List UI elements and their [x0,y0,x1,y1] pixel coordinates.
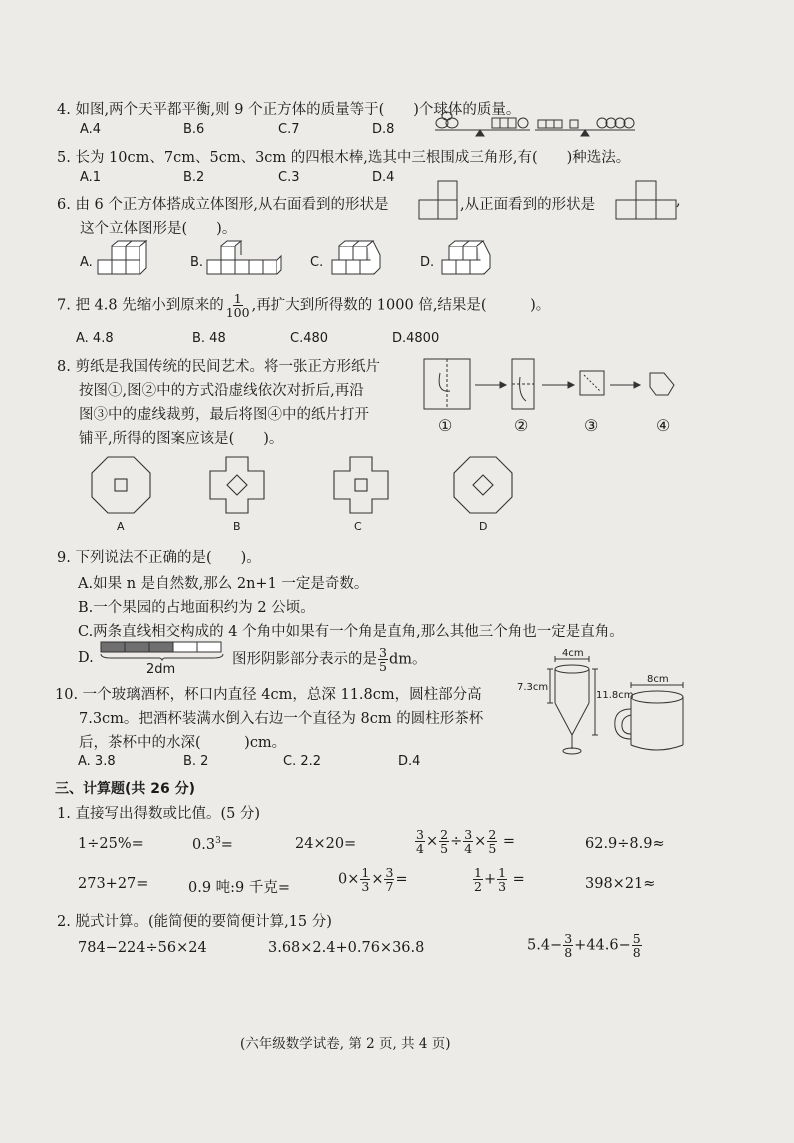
q9-option-d-text [232,646,427,673]
q4-option-b: B.6 [183,122,205,137]
q6-option-b: B. [190,255,204,270]
calc-1-4-frac-d [487,828,497,855]
frac-den: 2 [474,879,482,894]
q7-option-b: B. 48 [192,331,226,346]
q10-glass-and-mug-figure [515,645,695,765]
calc-expr-3-frac-b [632,932,642,959]
q9-stem: 9. 下列说法不正确的是( )。 [57,550,261,566]
calc-1-4-frac-c [463,828,473,855]
calc-expr-3 [527,932,643,959]
q7-option-a: A. 4.8 [76,331,114,346]
q9-option-d-prefix: D. [78,650,94,666]
q8-option-b: B [233,520,241,533]
shaded-segment [149,642,173,652]
frac-num: 3 [564,931,573,946]
q8-answer-patterns-figure [92,455,552,515]
calc-2-1: 273+27= [78,876,149,892]
frac-den: 4 [416,841,424,856]
calc-2-2: 0.9 吨:9 千克= [188,880,291,896]
q5-option-c: C.3 [278,170,300,185]
calc-2-4: $\frac{1}{2}$ + $\frac{1}{3}$ = [474,865,525,894]
q10-line-1: 10. 一个玻璃酒杯，杯口内直径 4cm，总深 11.8cm，圆柱部分高 [55,687,482,703]
q10-option-d: D.4 [398,754,421,769]
q10-label-diameter: 4cm [562,648,584,659]
q10-line-3: 后，茶杯中的水深( )cm。 [79,735,287,751]
q6-option-c-cubes [330,240,390,276]
q8-step-label-1: ① [438,416,453,435]
q9-d-unit: dm。 [388,651,427,668]
frac-num: 2 [488,827,497,842]
q8-step-label-3: ③ [584,416,599,435]
q6-stem-a: 6. 由 6 个正方体搭成立体图形,从右面看到的形状是 [57,197,389,213]
q7-stem-a: 7. 把 4.8 先缩小到原来的 [57,297,224,314]
unshaded-segment [197,642,221,652]
calc-2-5: 398×21≈ [585,876,656,892]
calc-1-2-eq: = [220,836,233,853]
q5-option-b: B.2 [183,170,205,185]
q8-option-c: C [354,520,362,533]
q7-fraction [225,292,251,319]
calc-2-3: 0× $\frac{1}{3}$ × $\frac{3}{7}$ = [338,865,408,894]
frac-den: 4 [464,841,473,856]
q4-stem: 4. 如图,两个天平都平衡,则 9 个正方体的质量等于( )个球体的质量。 [57,102,521,118]
q9-option-a: A.如果 n 是自然数,那么 2n+1 一定是奇数。 [78,576,369,592]
q6-front-view-figure [614,180,678,220]
q6-stem-c: , [676,193,681,209]
q10-option-a: A. 3.8 [78,754,116,769]
q9-d-text: 图形阴影部分表示的是 [232,651,377,668]
q9-frac-numerator: 3 [379,645,387,660]
q8-option-d: D [479,520,488,533]
q6-stem-line2: 这个立体图形是( )。 [80,221,237,237]
q9-option-b: B.一个果园的占地面积约为 2 公顷。 [78,600,315,616]
q6-option-d-cubes [440,240,500,276]
q5-option-d: D.4 [372,170,395,185]
q10-label-total-depth: 11.8cm [596,690,634,701]
q6-option-a-cubes [96,240,156,276]
calc-1-1: 1÷25%= [78,836,144,852]
q5-option-a: A.1 [80,170,102,185]
calc-expr-3-frac-a [563,932,573,959]
calc-2-3-eq: = [395,871,408,888]
q6-right-view-figure [418,180,460,220]
calc-part2-title: 2. 脱式计算。(能简便的要简便计算,15 分) [57,914,332,930]
calc-1-2 [192,836,233,853]
frac-num: 3 [416,827,424,842]
calc-1-5: 62.9÷8.9≈ [585,836,665,852]
q10-stem [55,683,483,755]
q8-stem [57,355,380,451]
frac-den: 8 [632,945,641,960]
q7-option-d: D.4800 [392,331,440,346]
unshaded-segment [173,642,197,652]
calc-expr-3-a: 5.4− [527,937,563,954]
frac-num: 1 [361,865,370,880]
calc-2-3-frac-a [360,866,370,893]
q6-option-d: D. [420,255,435,270]
frac-den: 8 [564,945,573,960]
frac-den: 7 [385,879,394,894]
q8-step-label-2: ② [514,416,529,435]
q5-stem: 5. 长为 10cm、7cm、5cm、3cm 的四根木棒,选其中三根围成三角形,有( )种选法。 [57,150,631,166]
calc-part1-title: 1. 直接写出得数或比值。(5 分) [57,806,261,822]
q4-option-a: A.4 [80,122,102,137]
balance-scales-figure [430,108,640,138]
q10-option-b: B. 2 [183,754,209,769]
calc-expr-2: 3.68×2.4+0.76×36.8 [268,940,425,956]
calc-2-3-frac-b [384,866,394,893]
frac-den: 3 [361,879,370,894]
frac-num: 5 [632,931,641,946]
q9-option-c: C.两条直线相交构成的 4 个角中如果有一个角是直角,那么其他三个角也一定是直角。 [78,624,624,640]
q10-option-c: C. 2.2 [283,754,322,769]
q8-step-label-4: ④ [656,416,671,435]
frac-den: 5 [440,841,449,856]
q8-folding-steps-figure [420,355,690,415]
page-footer: (六年级数学试卷, 第 2 页, 共 4 页) [240,1036,451,1052]
frac-num: 3 [464,827,473,842]
calc-1-4: $\frac{3}{4}$ × $\frac{2}{5}$ ÷ $\frac{3}{4}$ × $\frac{2}{5}$ = [416,827,516,856]
shaded-segment [125,642,149,652]
q9-frac-denominator: 5 [379,659,387,674]
q8-line-1: 8. 剪纸是我国传统的民间艺术。将一张正方形纸片 [57,359,380,375]
frac-den: 5 [488,841,497,856]
q6-option-c: C. [310,255,324,270]
q6-option-b-cubes [205,240,281,276]
calc-1-2-base: 0.3 [192,836,216,853]
q7-stem-b: ,再扩大到所得数的 1000 倍,结果是( )。 [251,297,551,314]
q10-label-cylinder-height: 7.3cm [517,682,549,693]
shaded-segment [101,642,125,652]
section3-title: 三、计算题(共 26 分) [55,781,196,797]
calc-expr-1: 784−224÷56×24 [78,940,207,956]
q8-line-4: 铺平,所得的图案应该是( )。 [79,431,284,447]
calc-1-3: 24×20= [295,836,357,852]
q9-shaded-bar [100,640,224,660]
calc-expr-3-b: +44.6− [574,937,631,954]
q7-stem [57,292,550,319]
q8-line-3: 图③中的虚线裁剪，最后将图④中的纸片打开 [79,407,369,423]
q6-stem-b: ,从正面看到的形状是 [460,197,596,213]
calc-2-3-prefix: 0× [338,871,360,888]
q9-brace-label: 2dm [146,662,176,677]
frac-num: 1 [498,865,507,880]
frac-num: 2 [440,827,449,842]
q8-line-2: 按图①,图②中的方式沿虚线依次对折后,再沿 [79,383,364,399]
q9-fraction [378,646,388,673]
calc-1-4-frac-b [439,828,449,855]
q7-frac-numerator: 1 [233,291,242,306]
q7-option-c: C.480 [290,331,329,346]
calc-2-4-frac-a [473,866,483,893]
q7-frac-denominator: 100 [225,305,250,320]
q4-option-c: C.7 [278,122,300,137]
calc-1-2-exp: 3 [215,836,221,846]
calc-2-4-frac-b [497,866,507,893]
q10-line-2: 7.3cm。把酒杯装满水倒入右边一个直径为 8cm 的圆柱形茶杯 [79,711,484,727]
q4-option-d: D.8 [372,122,395,137]
frac-den: 3 [498,879,507,894]
q10-label-mug-diameter: 8cm [647,674,669,685]
frac-num: 1 [474,865,482,880]
calc-1-4-frac-a [415,828,425,855]
frac-num: 3 [385,865,394,880]
q8-option-a: A [117,520,125,533]
q6-option-a: A. [80,255,93,270]
